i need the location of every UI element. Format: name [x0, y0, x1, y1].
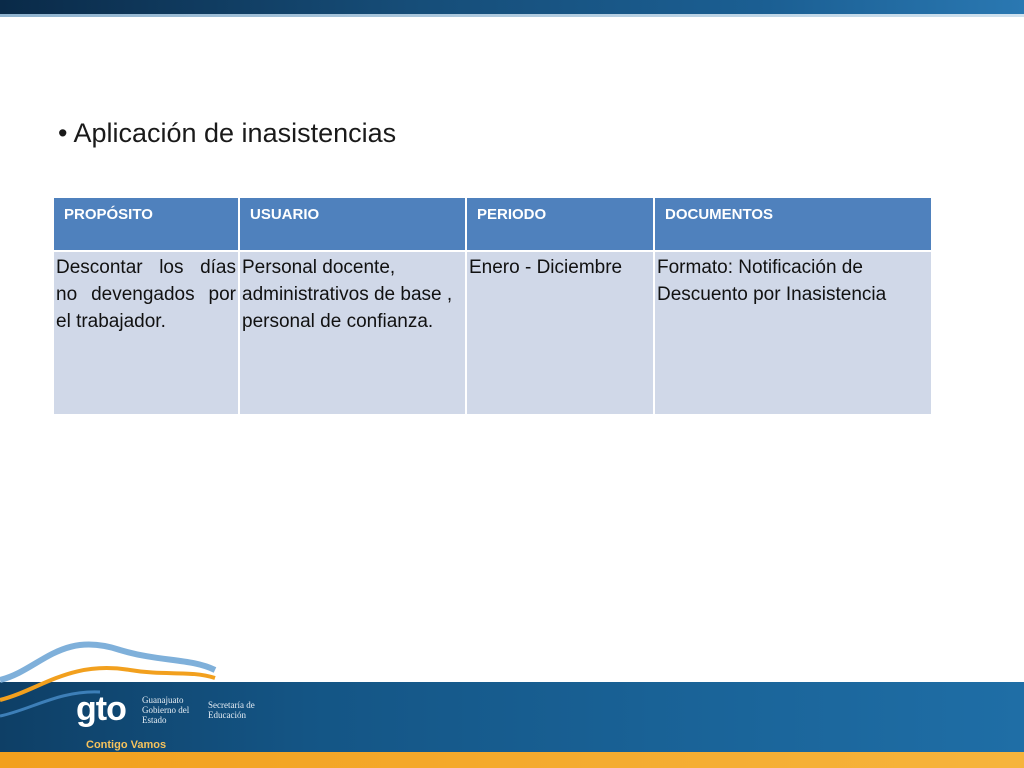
top-banner — [0, 0, 1024, 14]
gobierno-label: Guanajuato Gobierno del Estado — [142, 695, 190, 725]
header-usuario: USUARIO — [239, 197, 466, 251]
table-header-row — [53, 197, 932, 251]
cell-usuario: Personal docente, administrativos de base , personal de confianza. — [239, 251, 466, 415]
secretaria-label: Secretaría de Educación — [208, 700, 255, 720]
slide-bullet — [58, 118, 396, 149]
cell-proposito: Descontar los días no devengados por el trabajador. — [53, 251, 239, 415]
gto-logo: gto — [76, 690, 126, 728]
header-documentos: DOCUMENTOS — [654, 197, 932, 251]
motto-label: Contigo Vamos — [86, 739, 167, 751]
header-proposito: PROPÓSITO — [53, 197, 239, 251]
cell-periodo: Enero - Diciembre — [466, 251, 654, 415]
cell-documentos: Formato: Notificación de Descuento por Inasistencia — [654, 251, 932, 415]
bullet-dot-icon: • — [58, 118, 68, 148]
table-row — [53, 251, 932, 415]
footer-orange-strip — [0, 752, 1024, 768]
bullet-text: Aplicación de inasistencias — [73, 118, 397, 148]
info-table — [52, 196, 933, 416]
header-periodo: PERIODO — [466, 197, 654, 251]
top-banner-accent — [0, 14, 1024, 17]
